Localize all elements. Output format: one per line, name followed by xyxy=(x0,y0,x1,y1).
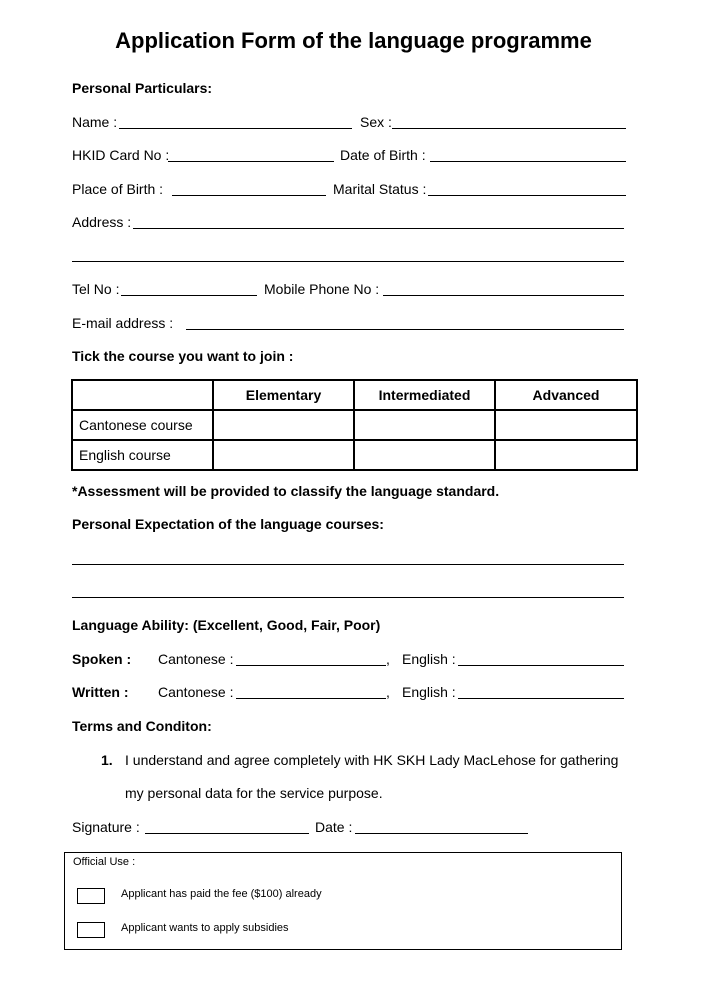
dob-field[interactable] xyxy=(430,161,626,162)
spoken-cantonese-label: Cantonese : xyxy=(158,651,234,667)
signature-label: Signature : xyxy=(72,819,140,835)
terms-heading: Terms and Conditon: xyxy=(72,718,212,734)
expectation-field-line1[interactable] xyxy=(72,564,624,565)
course-table xyxy=(71,379,638,471)
written-comma: , xyxy=(386,684,390,700)
pob-field[interactable] xyxy=(172,195,326,196)
table-header-row xyxy=(72,380,637,410)
name-label: Name : xyxy=(72,114,118,130)
marital-field[interactable] xyxy=(428,195,626,196)
terms-item-line1: I understand and agree completely with HK SKH Lady MacLehose for gathering xyxy=(125,752,619,768)
personal-heading: Personal Particulars: xyxy=(72,80,213,96)
address-field-line2[interactable] xyxy=(72,261,624,262)
written-cantonese-label: Cantonese : xyxy=(158,684,234,700)
written-english-field[interactable] xyxy=(458,698,624,699)
spoken-english-label: English : xyxy=(402,651,456,667)
column-header-intermediated: Intermediated xyxy=(354,380,495,410)
courses-heading: Tick the course you want to join : xyxy=(72,348,294,364)
subsidies-checkbox[interactable] xyxy=(77,922,105,938)
table-row xyxy=(72,440,637,470)
spoken-cantonese-field[interactable] xyxy=(236,665,386,666)
spoken-english-field[interactable] xyxy=(458,665,624,666)
english-advanced-cell[interactable] xyxy=(495,440,637,470)
email-field[interactable] xyxy=(186,329,624,330)
assessment-note: *Assessment will be provided to classify the language standard. xyxy=(72,483,500,499)
address-label: Address : xyxy=(72,214,132,230)
form-title: Application Form of the language programme xyxy=(115,28,592,53)
tel-label: Tel No : xyxy=(72,281,120,297)
terms-item-line2: my personal data for the service purpose. xyxy=(125,785,383,801)
column-header-advanced: Advanced xyxy=(495,380,637,410)
expectation-heading: Personal Expectation of the language courses: xyxy=(72,516,384,532)
tel-field[interactable] xyxy=(121,295,257,296)
column-header-blank xyxy=(72,380,213,410)
date-label: Date : xyxy=(315,819,353,835)
spoken-comma: , xyxy=(386,651,390,667)
pob-label: Place of Birth : xyxy=(72,181,164,197)
cantonese-elementary-cell[interactable] xyxy=(213,410,354,440)
hkid-label: HKID Card No : xyxy=(72,147,170,163)
address-field-line1[interactable] xyxy=(133,228,624,229)
written-label: Written : xyxy=(72,684,129,700)
written-english-label: English : xyxy=(402,684,456,700)
official-use-heading: Official Use : xyxy=(73,856,136,868)
hkid-field[interactable] xyxy=(168,161,334,162)
dob-label: Date of Birth : xyxy=(340,147,426,163)
mobile-field[interactable] xyxy=(383,295,624,296)
cantonese-intermediated-cell[interactable] xyxy=(354,410,495,440)
signature-field[interactable] xyxy=(145,833,309,834)
cantonese-advanced-cell[interactable] xyxy=(495,410,637,440)
fee-paid-label: Applicant has paid the fee ($100) already xyxy=(121,888,322,900)
column-header-elementary: Elementary xyxy=(213,380,354,410)
spoken-label: Spoken : xyxy=(72,651,132,667)
written-cantonese-field[interactable] xyxy=(236,698,386,699)
name-field[interactable] xyxy=(119,128,352,129)
subsidies-label: Applicant wants to apply subsidies xyxy=(121,922,289,934)
sex-field[interactable] xyxy=(392,128,626,129)
fee-paid-checkbox[interactable] xyxy=(77,888,105,904)
mobile-label: Mobile Phone No : xyxy=(264,281,380,297)
row-label-cantonese: Cantonese course xyxy=(72,410,213,440)
row-label-english: English course xyxy=(72,440,213,470)
terms-item-number: 1. xyxy=(101,752,113,768)
marital-label: Marital Status : xyxy=(333,181,427,197)
expectation-field-line2[interactable] xyxy=(72,597,624,598)
email-label: E-mail address : xyxy=(72,315,174,331)
english-elementary-cell[interactable] xyxy=(213,440,354,470)
table-row xyxy=(72,410,637,440)
english-intermediated-cell[interactable] xyxy=(354,440,495,470)
official-use-box xyxy=(64,852,622,950)
sex-label: Sex : xyxy=(360,114,392,130)
date-field[interactable] xyxy=(355,833,528,834)
ability-heading: Language Ability: (Excellent, Good, Fair, Poor) xyxy=(72,617,381,633)
